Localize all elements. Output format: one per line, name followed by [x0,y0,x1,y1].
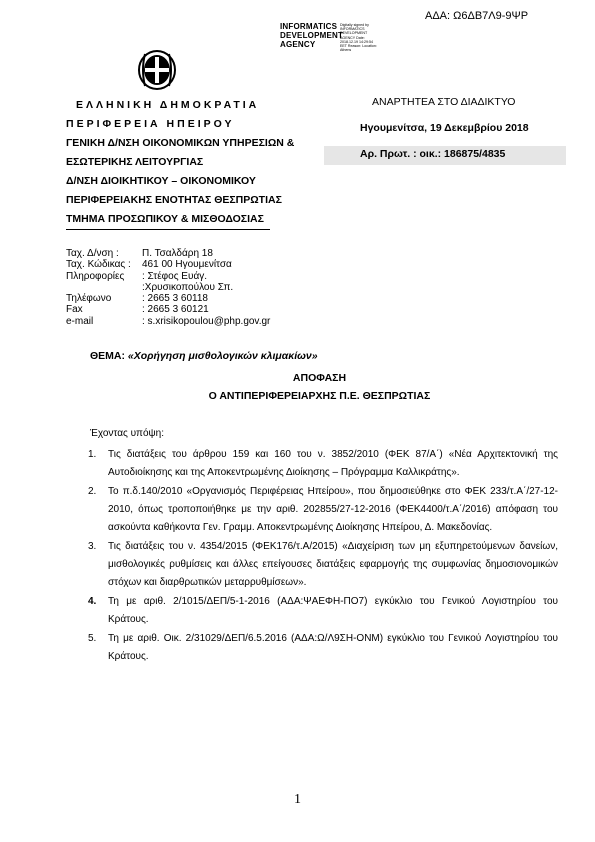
digital-signature-text: Digitally signed by INFORMATICS DEVELOPMENT AGENCY Date: 2018.12.19 14:29:54 EET Reason: Location: Athens [340,23,377,53]
post-online-notice: ΑΝΑΡΤΗΤΕΑ ΣΤΟ ΔΙΑΔΙΚΤΥΟ [372,96,516,108]
logo-line-2: DEVELOPMENT [280,31,344,40]
list-item: 4. Τη με αριθ. 2/1015/ΔΕΠ/5-1-2016 (ΑΔΑ:ΨΑΕΦΗ-ΠΟ7) εγκύκλιο του Γενικού Λογιστηρίου του Κράτους. [88,596,558,625]
contact-row: e-mail : s.xrisikopoulou@php.gov.gr [66,315,271,327]
region-line: ΠΕΡΙΦΕΡΕΙΑ ΗΠΕΙΡΟΥ [66,118,235,130]
directorate-line: Δ/ΝΣΗ ΔΙΟΙΚΗΤΙΚΟΥ – ΟΙΚΟΝΟΜΙΚΟΥ [66,175,256,187]
regional-unit-line: ΠΕΡΙΦΕΡΕΙΑΚΗΣ ΕΝΟΤΗΤΑΣ ΘΕΣΠΡΩΤΙΑΣ [66,194,282,206]
document-date: Ηγουμενίτσα, 19 Δεκεμβρίου 2018 [360,122,529,134]
page-number: 1 [294,792,301,807]
decision-title: ΑΠΟΦΑΣΗ [292,372,347,384]
list-item: 1. Τις διατάξεις του άρθρου 159 και 160 του ν. 3852/2010 (ΦΕΚ 87/Α΄) «Νέα Αρχιτεκτονική της Αυτοδιοίκησης και της Αποκεντρωμένης Διοίκησης – Πρόγραμμα Καλλικράτης». [88,449,558,478]
list-item: 2. Το π.δ.140/2010 «Οργανισμός Περιφέρειας Ηπείρου», που δημοσιεύθηκε στο ΦΕΚ 233/τ.Α΄/27-12-2010, όπως τροποποιήθηκε με την αριθ. 202855/27-12-2016 (ΦΕΚ4400/τ.Α΄/2016) απόφαση του ασκούντα καθήκοντα Γεν. Γραμμ. Αποκεντρωμένης Διοίκησης Ηπείρου, Δ. Μακεδονίας. [88,486,558,533]
logo-line-1: INFORMATICS [280,22,338,31]
considerations-list [88,446,558,667]
subject-label: ΘΕΜΑ: [90,350,128,362]
informatics-agency-logo [280,22,377,53]
list-item: 5. Τη με αριθ. Οικ. 2/31029/ΔΕΠ/6.5.2016 (ΑΔΑ:Ω/Λ9ΣΗ-ΟΝΜ) εγκύκλιο του Γενικού Λογιστηρίου του Κράτους. [88,633,558,662]
subject-line [90,350,318,362]
ada-code: ΑΔΑ: Ω6ΔΒ7Λ9-9ΨΡ [425,10,529,22]
contact-row: Fax : 2665 3 60121 [66,304,209,316]
subject-text: «Χορήγηση μισθολογικών κλιμακίων» [127,350,318,362]
list-item: 3. Τις διατάξεις του ν. 4354/2015 (ΦΕΚ176/τ.Α/2015) «Διαχείριση των μη εξυπηρετούμενων δανείων, μισθολογικές ρυθμίσεις και άλλες επείγουσες διατάξεις εφαρμογής της συμφωνίας δημοσιονομικών στόχων και διαρθρωτικών μεταρρυθμίσεων». [88,541,558,588]
issuing-authority-header [66,96,326,229]
republic-line: ΕΛΛΗΝΙΚΗ ΔΗΜΟΚΡΑΤΙΑ [76,99,260,111]
protocol-number: Αρ. Πρωτ. : οικ.: 186875/4835 [360,148,506,160]
internal-operation-line: ΕΣΩΤΕΡΙΚΗΣ ΛΕΙΤΟΥΡΓΙΑΣ [66,156,204,168]
contact-row: Τηλέφωνο : 2665 3 60118 [66,293,208,305]
header-divider [66,229,270,230]
contact-row: :Χρυσικοπούλου Σπ. [142,281,234,293]
contact-row: Πληροφορίες : Στέφος Ευάγ. [66,270,208,282]
having-regard-label: Έχοντας υπόψη: [90,428,164,439]
contact-row: Ταχ. Δ/νση : Π. Τσαλδάρη 18 [66,248,213,259]
contact-details [66,248,270,327]
authority-title: Ο ΑΝΤΙΠΕΡΙΦΕΡΕΙΑΡΧΗΣ Π.Ε. ΘΕΣΠΡΩΤΙΑΣ [208,390,431,402]
directorate-general-line: ΓΕΝΙΚΗ Δ/ΝΣΗ ΟΙΚΟΝΟΜΙΚΩΝ ΥΠΗΡΕΣΙΩΝ & [66,137,295,149]
contact-row: Ταχ. Κώδικας : 461 00 Ηγουμενίτσα [66,259,232,271]
department-line: ΤΜΗΜΑ ΠΡΟΣΩΠΙΚΟΥ & ΜΙΣΘΟΔΟΣΙΑΣ [66,213,264,225]
greek-coat-of-arms-icon [137,50,177,90]
logo-line-3: AGENCY [280,40,316,49]
